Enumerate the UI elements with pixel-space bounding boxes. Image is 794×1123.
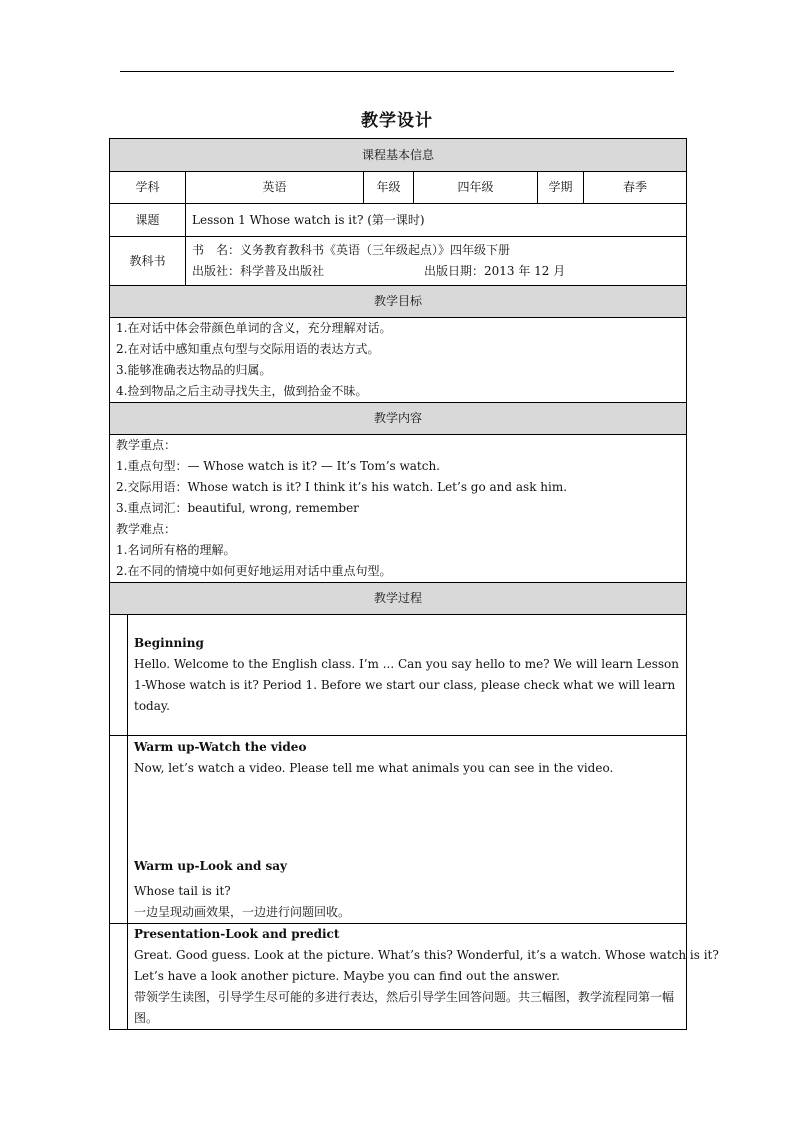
publish-date: 出版日期：2013 年 12 月 [424,264,566,278]
objective-item: 1.在对话中体会带颜色单词的含义，充分理解对话。 [116,321,392,335]
publisher-row [192,261,680,282]
beginning-section [128,615,687,736]
publisher: 出版社：科学普及出版社 [192,264,325,278]
grade-label: 年级 [364,172,414,204]
objective-item: 4.捡到物品之后主动寻找失主，做到拾金不昧。 [116,384,368,398]
grade-value: 四年级 [414,172,538,204]
textbook-info [186,237,687,286]
content-line: 2.交际用语：Whose watch is it? I think it’s his watch. Let’s go and ask him. [116,480,568,494]
header-rule [120,71,674,72]
warmup-section [128,736,687,924]
lookandsay-title: Warm up-Look and say [134,858,288,873]
objective-item: 3.能够准确表达物品的归属。 [116,363,272,377]
lookandsay-question: Whose tail is it? [134,883,231,898]
content-line: 1.名词所有格的理解。 [116,543,236,557]
objectives-heading: 教学目标 [110,286,687,318]
content-line: 3.重点词汇：beautiful, wrong, remember [116,501,359,515]
beginning-text: Hello. Welcome to the English class. I’m ... Can you say hello to me? We will learn Lesson 1-Whose watch is it? Period 1. Before we start our class, please check what we will learn today. [134,657,680,713]
presentation-section [128,924,719,1030]
content-line: 2.在不同的情境中如何更好地运用对话中重点句型。 [116,564,392,578]
process-heading: 教学过程 [110,583,687,615]
objective-item: 2.在对话中感知重点句型与交际用语的表达方式。 [116,342,380,356]
content-list [110,435,687,583]
lesson-plan-table [109,138,719,1030]
document-title: 教学设计 [361,111,433,131]
presentation-text: Great. Good guess. Look at the picture. What’s this? Wonderful, it’s a watch. Whose watch is it? [134,948,719,962]
objectives-list [110,318,687,403]
term-label: 学期 [538,172,584,204]
subject-value: 英语 [186,172,364,204]
topic-value: Lesson 1 Whose watch is it? (第一课时) [186,204,687,237]
textbook-name: 书 名：义务教育教科书《英语（三年级起点）》四年级下册 [192,243,511,257]
process-stub-cell [110,924,128,1030]
textbook-label: 教科书 [110,237,186,286]
content-line: 教学重点： [116,438,177,452]
subject-label: 学科 [110,172,186,204]
presentation-note: 带领学生读图，引导学生尽可能的多进行表达，然后引导学生回答问题。共三幅图，教学流程同第一幅图。 [134,990,675,1025]
warmup-title: Warm up-Watch the video [134,739,307,754]
presentation-title: Presentation-Look and predict [134,927,340,941]
content-line: 1.重点句型：— Whose watch is it? — It’s Tom’s watch. [116,459,440,473]
content-line: 教学难点： [116,522,177,536]
basic-info-heading: 课程基本信息 [110,139,687,172]
content-heading: 教学内容 [110,403,687,435]
process-stub-cell [110,736,128,924]
process-stub-cell [110,615,128,736]
term-value: 春季 [584,172,687,204]
presentation-text: Let’s have a look another picture. Maybe you can find out the answer. [134,969,560,983]
topic-label: 课题 [110,204,186,237]
warmup-text: Now, let’s watch a video. Please tell me what animals you can see in the video. [134,760,614,775]
beginning-title: Beginning [134,636,204,650]
lookandsay-note: 一边呈现动画效果，一边进行问题回收。 [134,904,351,919]
